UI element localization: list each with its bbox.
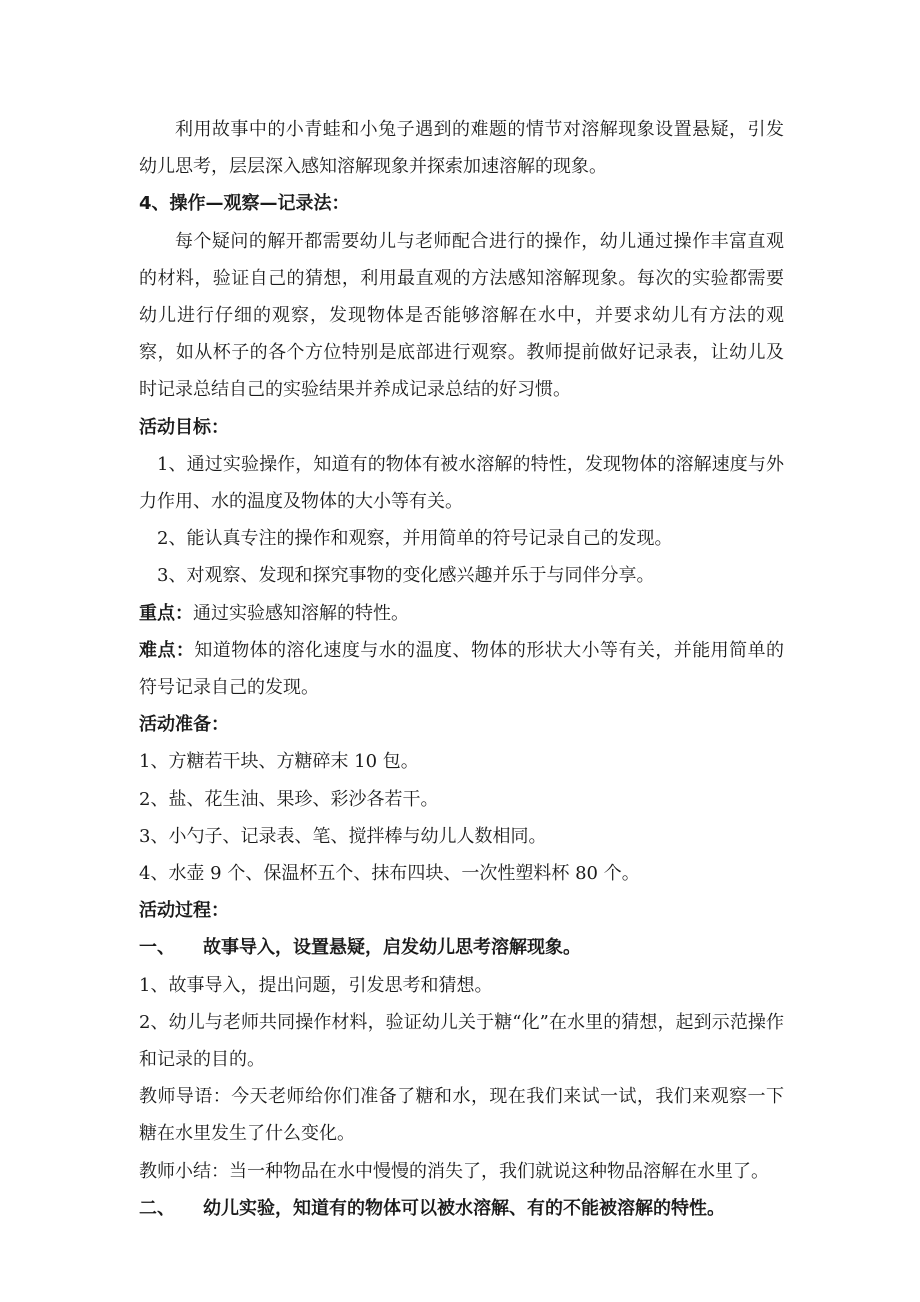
section-1-item-2: 2、幼儿与老师共同操作材料，验证幼儿关于糖“化”在水里的猜想，起到示范操作和记录的目的。 (139, 1011, 784, 1071)
process-section-2-heading (139, 1190, 784, 1227)
section-1-item-1: 1、故事导入，提出问题，引发思考和猜想。 (139, 974, 493, 996)
intro-paragraph: 利用故事中的小青蛙和小兔子遇到的难题的情节对溶解现象设置悬疑，引发幼儿思考，层层深入感知溶解现象并探索加速溶解的现象。 (139, 119, 784, 178)
preparation-item-4: 4、水壶 9 个、保温杯五个、抹布四块、一次性塑料杯 80 个。 (139, 863, 640, 885)
key-point-label: 重点： (139, 602, 193, 624)
section-2-number: 二、 (139, 1197, 175, 1219)
goal-item-3: 3、对观察、发现和探究事物的变化感兴趣并乐于与同伴分享。 (157, 565, 655, 587)
process-section-1-heading (139, 929, 784, 966)
goal-item-2: 2、能认真专注的操作和观察，并用简单的符号记录自己的发现。 (157, 528, 673, 550)
difficulty-label: 难点： (139, 639, 195, 661)
method4-heading: 4、操作—观察—记录法： (139, 193, 350, 215)
preparation-item-2: 2、盐、花生油、果珍、彩沙各若干。 (139, 788, 439, 810)
preparation-heading: 活动准备： (139, 714, 229, 736)
preparation-item-1: 1、方糖若干块、方糖碎末 10 包。 (139, 751, 419, 773)
preparation-item-3: 3、小勺子、记录表、笔、搅拌棒与幼儿人数相同。 (139, 825, 547, 847)
key-point (139, 595, 784, 632)
section-2-title: 幼儿实验，知道有的物体可以被水溶解、有的不能被溶解的特性。 (203, 1197, 725, 1219)
key-point-text: 通过实验感知溶解的特性。 (193, 602, 409, 624)
section-1-number: 一、 (139, 937, 175, 959)
difficulty-text: 知道物体的溶化速度与水的温度、物体的形状大小等有关，并能用简单的符号记录自己的发现。 (139, 639, 785, 699)
teacher-summary: 教师小结：当一种物品在水中慢慢的消失了，我们就说这种物品溶解在水里了。 (139, 1160, 769, 1182)
teacher-guide: 教师导语：今天老师给你们准备了糖和水，现在我们来试一试，我们来观察一下糖在水里发生了什么变化。 (139, 1086, 784, 1145)
goals-heading: 活动目标： (139, 416, 229, 438)
difficulty (139, 632, 784, 706)
section-1-title: 故事导入，设置悬疑，启发幼儿思考溶解现象。 (203, 937, 581, 959)
goal-item-1: 1、通过实验操作，知道有的物体有被水溶解的特性，发现物体的溶解速度与外力作用、水的温度及物体的大小等有关。 (139, 453, 784, 513)
method4-paragraph: 每个疑问的解开都需要幼儿与老师配合进行的操作，幼儿通过操作丰富直观的材料，验证自己的猜想，利用最直观的方法感知溶解现象。每次的实验都需要幼儿进行仔细的观察，发现物体是否能够溶解在水中，并要求幼儿有方法的观察，如从杯子的各个方位特别是底部进行观察。教师提前做好记录表，让幼儿及时记录总结自己的实验结果并养成记录总结的好习惯。 (139, 230, 784, 401)
process-heading: 活动过程： (139, 900, 229, 922)
document-page (139, 111, 784, 1227)
